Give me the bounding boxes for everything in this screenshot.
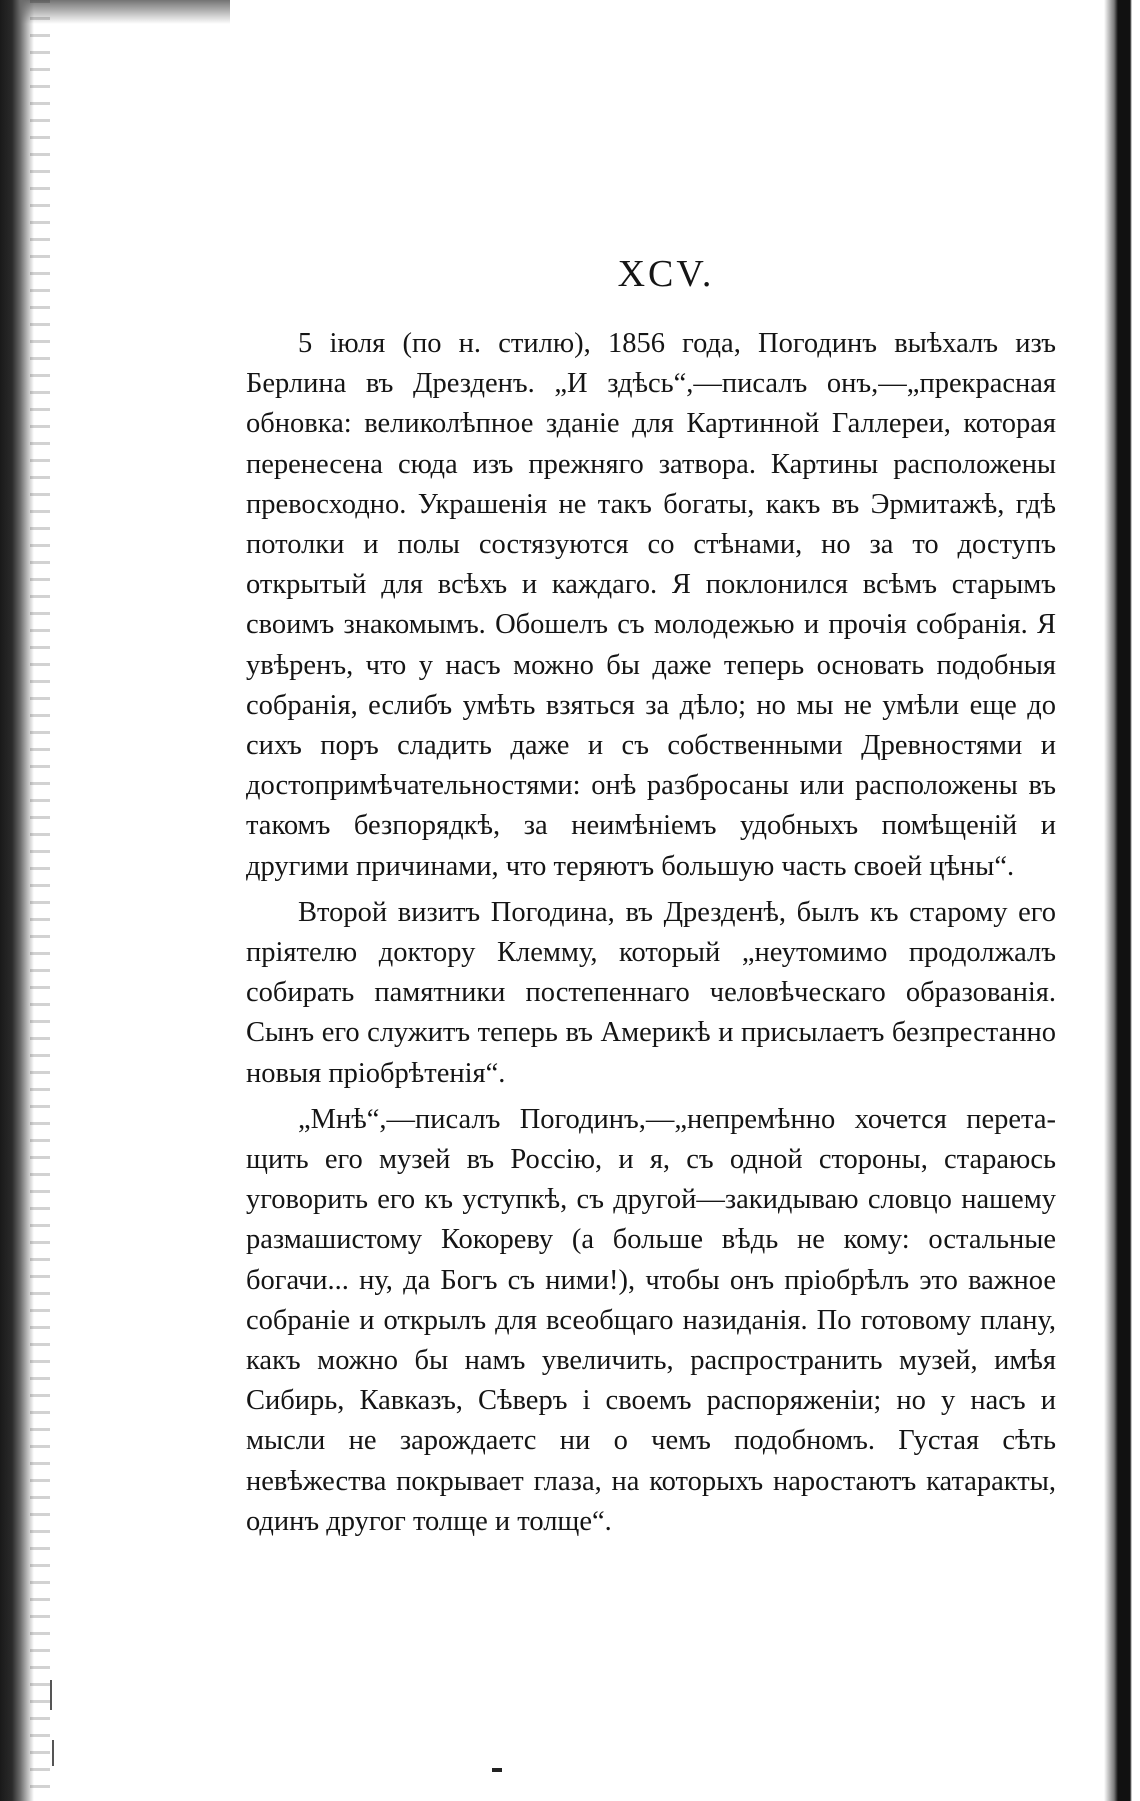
bottom-ink-mark — [492, 1768, 502, 1772]
scan-left-edge — [0, 0, 34, 1801]
margin-ink-mark — [52, 1740, 54, 1766]
paragraph-2: Второй визитъ Погодина, въ Дрезденѣ, былъ къ старому его пріятелю доктору Клемму, который „неутомимо продолжалъ собирать памятники постепеннаго человѣческаго образованія. Сынъ его служитъ теперь въ Америкѣ и присылаетъ безпрестанно новыя пріобрѣтенія“. — [246, 896, 1056, 1089]
paragraph-1: 5 іюля (по н. стилю), 1856 года, Погодинъ выѣхалъ изъ Берлина въ Дрезденъ. „И здѣсь“,—писалъ онъ,—„прекрасная обновка: великолѣпное зданіе для Картинной Галлереи, которая перенесена сюда изъ прежняго затвора. Картины расположены превосходно. Украшенія не такъ богаты, какъ въ Эрмитажѣ, гдѣ потолки и полы состязуются со стѣнами, но за то доступъ открытый для всѣхъ и каждаго. Я поклонился всѣмъ старымъ своимъ знакомымъ. Обошелъ съ молодежью и прочія собранія. Я увѣренъ, что у насъ можно бы даже теперь основать подобныя собранія, еслибъ умѣть взяться за дѣло; но мы не умѣли еще до сихъ поръ сладить даже и съ собственными Древностями и достопримѣчательностями: онѣ разбросаны или расположены въ такомъ безпорядкѣ, за неимѣніемъ удобныхъ помѣщеній и другими причинами, что теряютъ большую часть своей цѣны“. — [246, 328, 1056, 882]
page-body — [246, 250, 1056, 1548]
margin-ink-mark — [50, 1680, 52, 1710]
paragraph-3: „Мнѣ“,—писалъ Погодинъ,—„непремѣнно хочется перетащить его музей въ Россію, и я, съ одной стороны, стараюсь уговорить его къ уступкѣ, съ другой—закидываю словцо нашему размашистому Кокореву (а больше вѣдь не кому: остальные богачи... ну, да Богъ съ ними!), чтобы онъ пріобрѣлъ это важное собраніе и открылъ для всеобщаго назиданія. По готовому плану, какъ можно бы намъ увеличить, распространить музей, имѣя Сибирь, Кавказъ, Сѣверъ і своемъ распоряженіи; но у насъ и мысли не зарождаетс ни о чемъ подобномъ. Густая сѣть невѣжества покрывает глаза, на которыхъ наростаютъ катаракты, одинъ другог толще и толще“. — [246, 1103, 1056, 1537]
scan-left-speckle — [30, 0, 50, 1801]
chapter-heading: XCV. — [617, 253, 715, 295]
scan-right-edge — [1104, 0, 1140, 1801]
